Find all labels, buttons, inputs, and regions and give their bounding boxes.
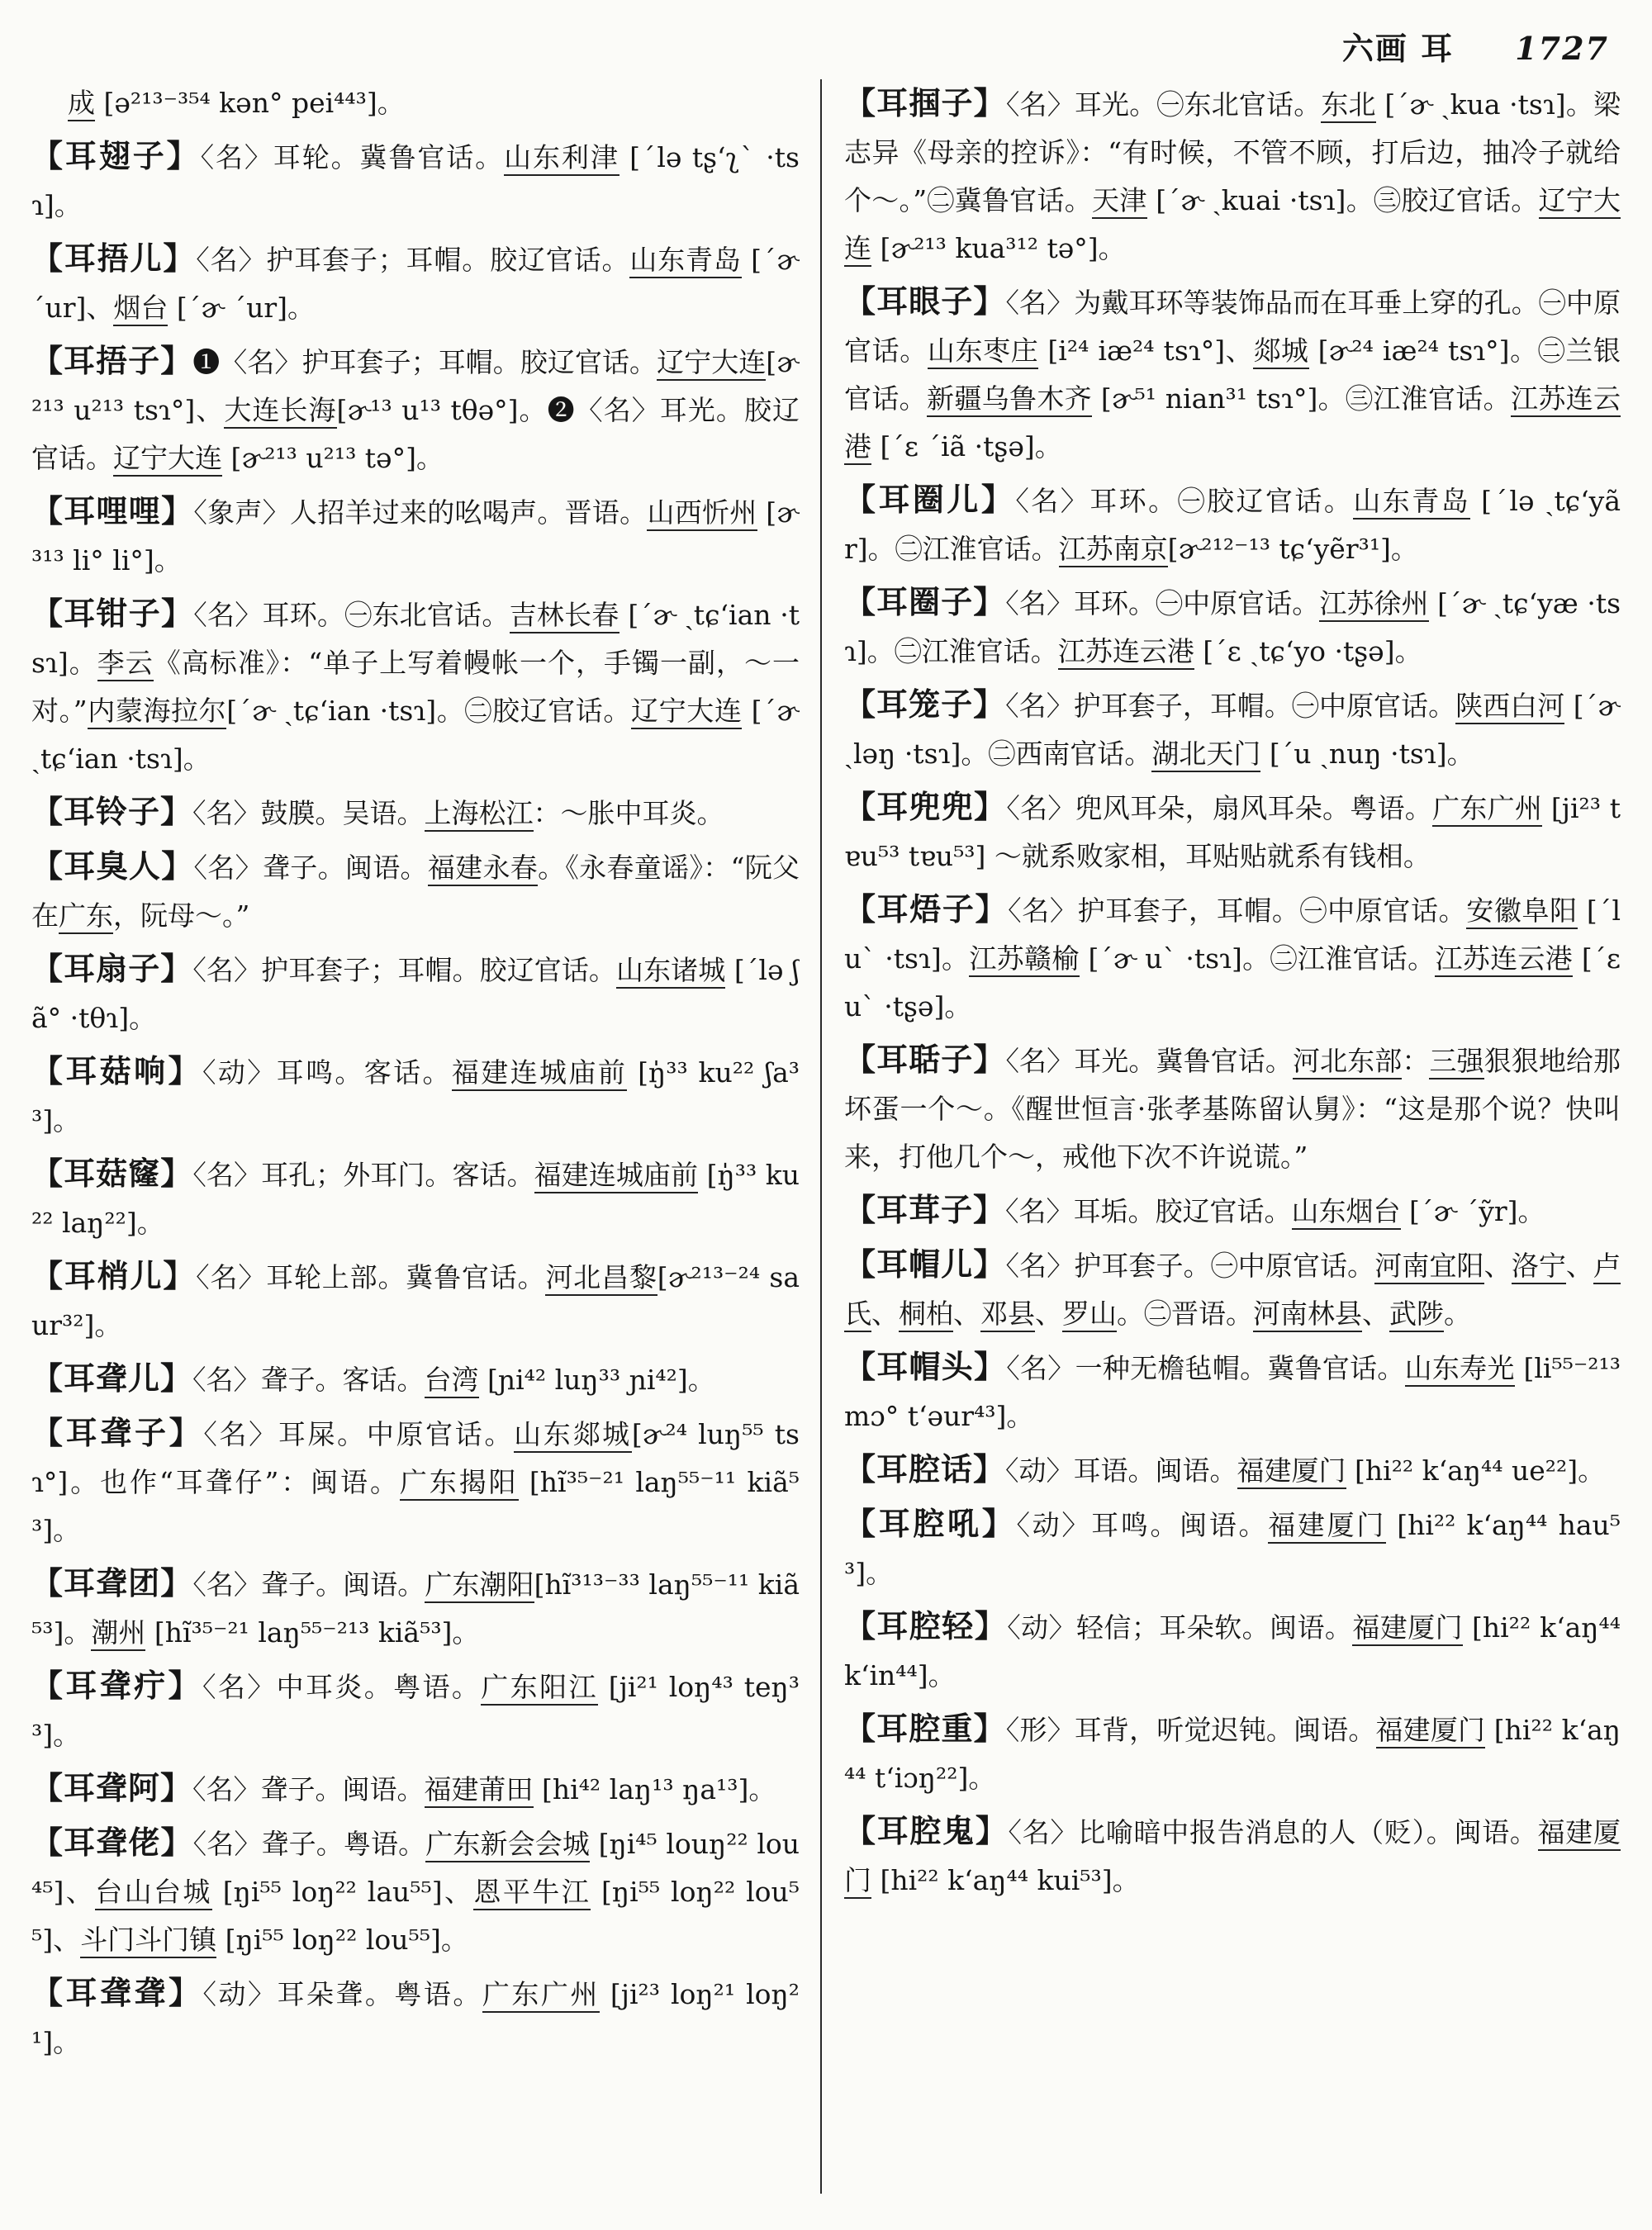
entry-text: [hi²² kʻaŋ⁴⁴ kʻin⁴⁴]。: [844, 1611, 1621, 1691]
entry-text: [hi²² kʻaŋ⁴⁴ tʻiɔŋ²²]。: [844, 1714, 1621, 1794]
entry-text: [ɚ¹³ u¹³ tθə°]。❷〈名〉耳光。胶辽官话。: [31, 394, 800, 474]
entry-text: 〈动〉耳朵聋。粤语。: [202, 1978, 482, 2010]
entry-text: 、: [1362, 1298, 1389, 1330]
place-name: 福建永春: [428, 852, 538, 886]
dictionary-entry: [844, 1445, 1621, 1495]
place-name: 斗门斗门镇: [80, 1924, 216, 1958]
entry-text: [ˊlə ʃã° ·tθɿ]。: [31, 954, 800, 1034]
entry-text: 、: [1565, 1250, 1594, 1282]
dictionary-entry: [844, 1602, 1621, 1700]
dictionary-entry: [31, 945, 800, 1042]
dictionary-entry: [31, 788, 800, 837]
entry-text: ：: [1402, 1045, 1430, 1077]
dictionary-entry: [844, 79, 1621, 273]
entry-text: [ŋi⁵⁵ loŋ²² lou⁵⁵]、: [31, 1876, 800, 1956]
entry-text: [hĩ³⁵⁻²¹ laŋ⁵⁵⁻¹¹ kiã⁵³]。: [31, 1466, 800, 1546]
dictionary-entry: [844, 1241, 1621, 1338]
entry-text: 〈名〉聋子。闽语。: [192, 1773, 425, 1805]
entry-text: [ˊɚ uˋ ·tsɿ]。㊁江淮官话。: [1079, 942, 1436, 975]
entry-text: [ˊɛ uˋ ·tʂə]。: [844, 942, 1621, 1022]
place-name: 山东寿光: [1405, 1352, 1515, 1387]
page-number: 1727: [1515, 30, 1609, 67]
dictionary-entry: [31, 1819, 800, 1964]
entry-text: 〈名〉为戴耳环等装饰品而在耳垂上穿的孔。㊀中原官话。: [844, 287, 1621, 367]
entry-headword: 【耳帽头】: [844, 1348, 1007, 1385]
entry-text: [ɚ²¹³ kua³¹² tə°]。: [871, 232, 1126, 264]
dictionary-entry: [844, 783, 1621, 880]
entry-text: [ŋ̍³³ ku²² ʃa³³]。: [31, 1056, 800, 1136]
place-name: 洛宁: [1512, 1250, 1566, 1284]
dictionary-entry: [31, 1409, 800, 1554]
entry-headword: 【耳腔重】: [844, 1710, 1006, 1747]
entry-text: 〈名〉耳环。㊀中原官话。: [1005, 587, 1320, 619]
dictionary-entry: [844, 278, 1621, 471]
place-name: 福建厦门: [1237, 1454, 1346, 1489]
entry-text: [ˊɚ ˊur]。: [168, 292, 315, 324]
entry-text: 、: [871, 1298, 899, 1330]
place-name: 辽宁大连: [631, 695, 742, 729]
entry-text: [hi²² kʻaŋ⁴⁴ ue²²]。: [1346, 1454, 1606, 1487]
dictionary-entry: [31, 842, 800, 940]
entry-text: [i²⁴ iæ²⁴ tsɿ°]、: [1038, 334, 1254, 367]
place-name: 福建连城庙前: [534, 1159, 698, 1193]
entry-text: 〈名〉护耳套子，耳帽。㊀中原官话。: [1005, 690, 1456, 722]
place-name: 台湾: [425, 1364, 479, 1398]
entry-text: 〈名〉耳屎。中原官话。: [203, 1418, 515, 1450]
place-name: 河南林县: [1253, 1298, 1362, 1332]
entry-headword: 【耳臭人】: [31, 847, 194, 885]
entry-text: 〈形〉耳背，听觉迟钝。闽语。: [1005, 1714, 1376, 1746]
entry-text: [ˊl uˋ ·tsɿ]。: [844, 894, 1621, 975]
entry-text: [ə²¹³⁻³⁵⁴ kən° pei⁴⁴³]。: [95, 87, 405, 119]
entry-text: [ɚ²⁴ iæ²⁴ tsɿ°]。㊁兰银官话。: [844, 334, 1621, 415]
entry-headword: 【耳梢儿】: [31, 1257, 197, 1294]
entry-text: [ˊɚ ˏtɕʻyæ ·tsɿ]。㊁江淮官话。: [844, 587, 1621, 667]
entry-text: [ˊɚ ˏkua ·tsɿ]。梁志异《母亲的控诉》：“有时候，不管不顾，打后边，抽冷子就给个～。”㊁冀鲁官话。: [844, 88, 1621, 216]
entry-text: ❶〈名〉护耳套子；耳帽。胶辽官话。: [192, 346, 657, 378]
place-name: 江苏连云港: [844, 382, 1621, 465]
entry-text: [ŋi⁵⁵ loŋ²² lau⁵⁵]、: [211, 1876, 474, 1908]
place-name: 福建连城庙前: [452, 1056, 627, 1091]
place-name: 山东青岛: [1353, 485, 1470, 520]
place-name: 山东诸城: [616, 954, 725, 989]
place-name: 恩平牛江: [473, 1876, 591, 1910]
place-name: 山东枣庄: [928, 334, 1038, 369]
dictionary-entry: [31, 1662, 800, 1759]
dictionary-entry: [31, 1355, 800, 1404]
dictionary-entry: [844, 1036, 1621, 1181]
entry-headword: 【耳腔话】: [844, 1450, 1006, 1487]
entry-text: 〈名〉聋子。客话。: [192, 1364, 425, 1396]
entry-text: 〈名〉耳环。㊀东北官话。: [193, 599, 510, 631]
dictionary-entry: [844, 1186, 1621, 1236]
entry-headword: 【耳菇响】: [31, 1052, 202, 1089]
place-name: 郯城: [1253, 334, 1308, 369]
entry-text: [ˊɚ ˊur]、: [31, 244, 800, 324]
entry-text: [ji²³ tɐu⁵³ tɐu⁵³] ～就系败家相，耳贴贴就系有钱相。: [844, 792, 1621, 872]
entry-text: [li⁵⁵⁻²¹³ mɔ° tʻəur⁴³]。: [844, 1352, 1621, 1432]
place-name: 东北: [1321, 88, 1375, 123]
place-name: 成: [68, 87, 95, 121]
place-name: 三强: [1429, 1045, 1483, 1079]
right-column: [844, 79, 1621, 2210]
entry-text: [ˊɛ ˊiã ·tʂə]。: [871, 430, 1062, 463]
place-name: 大连长海: [224, 394, 336, 429]
entry-text: [ɚ³¹³ li° li°]。: [31, 496, 800, 576]
place-name: 湖北天门: [1151, 738, 1260, 772]
entry-headword: 【耳笼子】: [844, 686, 1006, 723]
place-name: 广东: [59, 899, 113, 934]
place-name: 陕西白河: [1455, 690, 1564, 724]
entry-text: [hĩ³¹³⁻³³ laŋ⁵⁵⁻¹¹ kiã⁵³]。: [31, 1568, 800, 1649]
column-divider: [820, 79, 822, 2194]
entry-headword: 【耳聋儿】: [31, 1359, 193, 1397]
entry-text: 〈名〉耳垢。胶辽官话。: [1005, 1195, 1292, 1227]
entry-text: [hi²² kʻaŋ⁴⁴ hau⁵³]。: [844, 1509, 1621, 1589]
place-name: 江苏南京: [1059, 533, 1168, 567]
place-name: 内蒙海拉尔: [88, 695, 227, 729]
place-name: 广东广州: [482, 1978, 600, 2013]
place-name: 福建厦门: [1376, 1714, 1486, 1748]
entry-text: 〈名〉聋子。闽语。: [192, 1568, 425, 1601]
entry-text: 〈动〉耳鸣。闽语。: [1016, 1509, 1269, 1541]
entry-text: 〈名〉聋子。闽语。: [193, 852, 428, 884]
place-name: 吉林长春: [510, 599, 620, 633]
place-name: 武陟: [1389, 1298, 1444, 1332]
place-name: 山东烟台: [1292, 1195, 1401, 1230]
place-name: 福建莆田: [425, 1773, 534, 1808]
place-name: 山东青岛: [629, 244, 741, 278]
entry-text: [ŋ̍³³ ku²² laŋ²²]。: [31, 1159, 800, 1239]
entry-headword: 【耳圈子】: [844, 583, 1006, 620]
entry-text: [ŋi⁴⁵ louŋ²² lou⁴⁵]、: [31, 1828, 800, 1908]
place-name: 河南宜阳: [1374, 1250, 1483, 1284]
entry-text: 〈动〉轻信；耳朵软。闽语。: [1007, 1611, 1353, 1644]
entry-text: 〈名〉比喻暗中报告消息的人（贬）。闽语。: [1008, 1816, 1538, 1848]
place-name: 广东新会会城: [425, 1828, 590, 1862]
entry-text: 〈象声〉人招羊过来的吆喝声。晋语。: [193, 496, 648, 529]
dictionary-entry: [31, 235, 800, 332]
entry-headword: 【耳捂子】: [31, 342, 193, 379]
entry-text: [ɚ²¹²⁻¹³ tɕʻyẽr³¹]。: [1167, 533, 1418, 565]
place-name: 河北东部: [1293, 1045, 1402, 1079]
dictionary-entry: [31, 132, 800, 230]
entry-text: 〈名〉耳光。冀鲁官话。: [1005, 1045, 1293, 1077]
entry-text: ：～胀中耳炎。: [533, 797, 724, 829]
entry-text: [ˊlə ˏtɕʻyãr]。㊁江淮官话。: [844, 485, 1621, 565]
entry-headword: 【耳菇窿】: [31, 1155, 193, 1192]
entry-text: [ɚ²¹³ u²¹³ tə°]。: [222, 442, 444, 474]
entry-headword: 【耳聋团】: [31, 1564, 193, 1601]
place-name: 广东广州: [1432, 792, 1542, 827]
dictionary-entry: [31, 1559, 800, 1657]
place-name: 安徽阜阳: [1466, 894, 1578, 929]
entry-headword: 【耳帽儿】: [844, 1245, 1006, 1283]
entry-text: 、: [953, 1298, 980, 1330]
entry-text: 〈名〉一种无檐毡帽。冀鲁官话。: [1006, 1352, 1405, 1384]
dictionary-entry: [31, 1047, 800, 1145]
entry-headword: 【耳眼子】: [844, 282, 1006, 320]
entry-text: [hĩ³⁵⁻²¹ laŋ⁵⁵⁻²¹³ kiã⁵³]。: [145, 1616, 480, 1649]
entry-text: [ˊɚ ˏtɕʻian ·tsɿ]。: [31, 599, 800, 679]
dictionary-entry: [844, 1807, 1621, 1905]
place-name: 卢氏: [844, 1250, 1621, 1332]
entry-text: 〈名〉兜风耳朵，扇风耳朵。粤语。: [1006, 792, 1433, 824]
entry-text: 〈名〉中耳炎。粤语。: [202, 1671, 482, 1703]
entry-text: 。《永春童谣》：“阮父在: [31, 852, 800, 932]
place-name: 山东利津: [504, 141, 620, 176]
place-name: 江苏连云港: [1058, 635, 1194, 670]
place-name: 辽宁大连: [844, 184, 1621, 267]
entry-headword: 【耳腔吼】: [844, 1505, 1017, 1542]
entry-text: [ɚ²¹³ u²¹³ tsɿ°]、: [31, 346, 800, 426]
entry-headword: 【耳捂儿】: [31, 240, 197, 277]
entry-headword: 【耳扇子】: [31, 950, 193, 987]
entry-headword: 【耳铃子】: [31, 793, 193, 830]
entry-text: ，阮母～。”: [113, 899, 250, 932]
entry-text: [ˊɛ ˏtɕʻyo ·tʂə]。: [1194, 635, 1422, 667]
place-name: 烟台: [113, 292, 168, 326]
dictionary-entry: [844, 1343, 1621, 1440]
entry-text: [ˊɚ ˏtɕʻian ·tsɿ]。㊁胶辽官话。: [226, 695, 632, 727]
place-name: 上海松江: [425, 797, 534, 832]
place-name: 山东郯城: [514, 1418, 632, 1453]
entry-headword: 【耳圈儿】: [844, 481, 1016, 518]
entry-text: [ɚ²¹³⁻²⁴ saur³²]。: [31, 1261, 800, 1341]
entry-text: [ˊɚ ˊỹr]。: [1400, 1195, 1545, 1227]
entry-text: 〈名〉耳孔；外耳门。客话。: [192, 1159, 534, 1191]
entry-text: 〈名〉耳轮。冀鲁官话。: [200, 141, 505, 173]
entry-text: 、: [1483, 1250, 1512, 1282]
place-name: 桐柏: [899, 1298, 953, 1332]
entry-text: 〈名〉耳光。㊀东北官话。: [1005, 88, 1322, 121]
entry-headword: 【耳茸子】: [844, 1191, 1006, 1228]
dictionary-entry: [844, 1705, 1621, 1802]
dictionary-entry: [844, 578, 1621, 676]
dictionary-entry: [844, 885, 1621, 1031]
dictionary-entry: [844, 476, 1621, 573]
entry-text: [ˊɚ ˏləŋ ·tsɿ]。㊁西南官话。: [844, 690, 1621, 770]
place-name: 罗山: [1062, 1298, 1117, 1332]
place-name: 潮州: [91, 1616, 145, 1651]
place-name: 河北昌黎: [545, 1261, 657, 1296]
entry-headword: 【耳腔轻】: [844, 1607, 1008, 1644]
place-name: 江苏赣榆: [969, 942, 1079, 977]
entry-headword: 【耳钳子】: [31, 595, 194, 632]
entry-headword: 【耳哩哩】: [31, 492, 194, 529]
entry-text: 、: [1035, 1298, 1062, 1330]
entry-text: [ˊɚ ˏkuai ·tsɿ]。㊂胶辽官话。: [1146, 184, 1539, 216]
entry-headword: 【耳聋子】: [31, 1414, 204, 1451]
entry-text: [ɲi⁴² luŋ³³ ɲi⁴²]。: [478, 1364, 715, 1396]
entry-text: 〈名〉护耳套子。㊀中原官话。: [1005, 1250, 1375, 1282]
dictionary-entry: [31, 1150, 800, 1247]
entry-headword: 【耳聋聋】: [31, 1974, 203, 2011]
entry-text: 〈名〉鼓膜。吴语。: [192, 797, 425, 829]
entry-text: [hi⁴² laŋ¹³ ŋa¹³]。: [533, 1773, 776, 1805]
entry-text: 狠狠地给那坏蛋一个～。《醒世恒言·张孝基陈留认舅》：“这是那个说？快叫来，打他几个～，戒他下次不许说谎。”: [844, 1045, 1621, 1173]
dictionary-entry: [31, 487, 800, 585]
entry-text: 〈名〉耳环。㊀胶辽官话。: [1015, 485, 1354, 517]
entry-text: [ˊlə tʂʻʅˋ ·tsɿ]。: [31, 141, 800, 221]
dictionary-entry: [31, 590, 800, 783]
entry-headword: 【耳掴子】: [844, 84, 1006, 121]
place-name: 天津: [1092, 184, 1147, 219]
entry-text: 〈名〉护耳套子，耳帽。㊀中原官话。: [1008, 894, 1467, 927]
place-name: 广东揭阳: [400, 1466, 519, 1501]
entry-headword: 【耳翅子】: [31, 137, 201, 174]
entry-headword: 【耳焐子】: [844, 890, 1009, 928]
place-name: 山西忻州: [647, 496, 757, 531]
dictionary-entry: [31, 337, 800, 482]
entry-text: 〈名〉耳轮上部。冀鲁官话。: [196, 1261, 546, 1293]
entry-headword: 【耳腔鬼】: [844, 1812, 1009, 1849]
place-name: 江苏连云港: [1435, 942, 1573, 977]
dictionary-entry: [844, 1500, 1621, 1597]
place-name: 李云: [97, 647, 154, 681]
entry-text: [ɚ²⁴ luŋ⁵⁵ tsɿ°]。也作“耳聋仔”：闽语。: [31, 1418, 800, 1498]
section-title: 六画 耳: [1341, 30, 1455, 67]
dictionary-entry: [31, 1764, 800, 1814]
place-name: 广东潮阳: [425, 1568, 534, 1603]
entry-text: 。: [1444, 1298, 1471, 1330]
entry-text: 〈名〉护耳套子；耳帽。胶辽官话。: [192, 954, 617, 986]
place-name: 福建厦门: [844, 1816, 1621, 1899]
dictionary-entry: [31, 1969, 800, 2066]
place-name: 辽宁大连: [657, 346, 766, 381]
entry-text: 〈名〉聋子。粤语。: [192, 1828, 426, 1860]
entry-text: 〈动〉耳语。闽语。: [1005, 1454, 1237, 1487]
place-name: 邓县: [980, 1298, 1035, 1332]
place-name: 辽宁大连: [113, 442, 222, 477]
place-name: 福建厦门: [1352, 1611, 1463, 1646]
dictionary-entry: [31, 79, 800, 127]
place-name: 台山台城: [95, 1876, 212, 1910]
entry-text: [ˊu ˏnuŋ ·tsɿ]。: [1260, 738, 1474, 770]
entry-headword: 【耳聒子】: [844, 1041, 1006, 1078]
place-name: 广东阳江: [481, 1671, 598, 1706]
dictionary-entry: [31, 1252, 800, 1350]
page-header: [1342, 23, 1609, 69]
place-name: 江苏徐州: [1319, 587, 1428, 622]
entry-text: [ŋi⁵⁵ loŋ²² lou⁵⁵]。: [216, 1924, 468, 1956]
entry-text: 〈名〉护耳套子；耳帽。胶辽官话。: [196, 244, 630, 276]
entry-text: [hi²² kʻaŋ⁴⁴ kui⁵³]。: [871, 1864, 1140, 1896]
entry-text: [ɚ⁵¹ nian³¹ tsɿ°]。㊂江淮官话。: [1092, 382, 1511, 415]
entry-text: 《高标准》：“单子上写着幔帐一个，手镯一副，～一对。”: [31, 647, 800, 727]
entry-text: 。㊁晋语。: [1117, 1298, 1253, 1330]
left-column: [31, 79, 800, 2210]
entry-headword: 【耳聋佬】: [31, 1824, 193, 1861]
entry-text: 〈动〉耳鸣。客话。: [202, 1056, 452, 1089]
entry-headword: 【耳兜兜】: [844, 788, 1007, 825]
entry-text: [ji²¹ loŋ⁴³ teŋ³³]。: [31, 1671, 800, 1751]
dictionary-entry: [844, 681, 1621, 778]
entry-headword: 【耳聋阿】: [31, 1769, 193, 1806]
place-name: 新疆乌鲁木齐: [927, 382, 1092, 417]
entry-text: [ji²³ loŋ²¹ loŋ²¹]。: [31, 1978, 800, 2058]
entry-text: [ˊɚ ˏtɕʻian ·tsɿ]。: [31, 695, 800, 775]
entry-headword: 【耳聋疔】: [31, 1667, 202, 1704]
place-name: 福建厦门: [1268, 1509, 1386, 1544]
